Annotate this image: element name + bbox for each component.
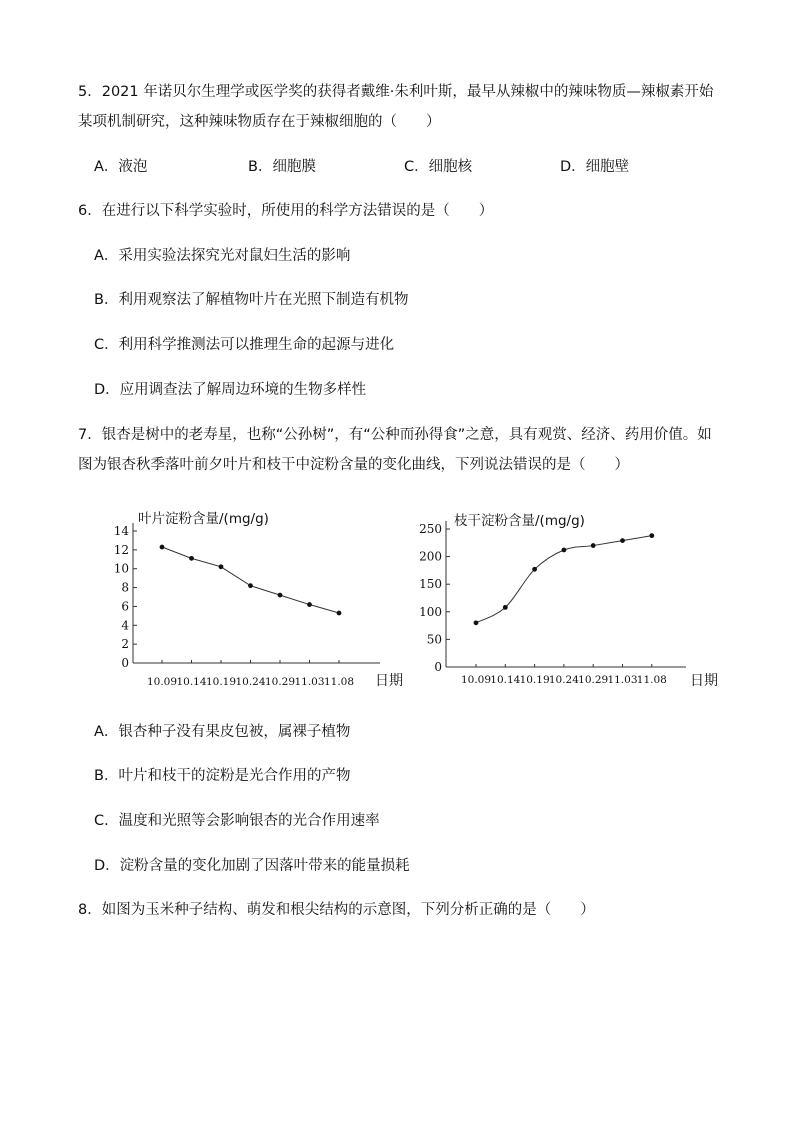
- branch-x-tick-label: 10.14: [490, 674, 521, 686]
- branch-data-point: [532, 567, 537, 572]
- leaf-y-tick-label: 12: [113, 542, 129, 557]
- leaf-x-tick-label: 10.19: [205, 676, 237, 688]
- q6-stem: 6．在进行以下科学实验时，所使用的科学方法错误的是（ ）: [78, 203, 494, 219]
- leaf-data-point: [337, 611, 342, 616]
- q7-option-a: A．银杏种子没有果皮包被，属裸子植物: [94, 724, 351, 740]
- q7-stem-line-2: 图为银杏秋季落叶前夕叶片和枝干中淀粉含量的变化曲线，下列说法错误的是（ ）: [78, 457, 629, 473]
- leaf-y-tick-label: 10: [113, 561, 129, 576]
- branch-x-tick-label: 11.03: [607, 674, 638, 686]
- branch-starch-chart: [418, 505, 738, 695]
- leaf-y-tick-label: 14: [113, 524, 129, 538]
- leaf-data-point: [278, 593, 283, 598]
- branch-data-point: [503, 605, 508, 610]
- leaf-y-tick-label: 4: [121, 618, 129, 633]
- branch-y-tick-label: 0: [434, 660, 442, 674]
- q7-option-c: C．温度和光照等会影响银杏的光合作用速率: [94, 813, 380, 829]
- q8-stem: 8．如图为玉米种子结构、萌发和根尖结构的示意图，下列分析正确的是（ ）: [78, 902, 595, 918]
- leaf-y-tick-label: 2: [121, 637, 129, 652]
- branch-x-tick-label: 10.29: [578, 674, 609, 686]
- q5-option-c: C．细胞核: [404, 159, 473, 175]
- q6-option-b: B．利用观察法了解植物叶片在光照下制造有机物: [94, 292, 409, 308]
- leaf-x-tick-label: 11.03: [294, 676, 325, 688]
- leaf-y-tick-label: 8: [121, 580, 129, 595]
- q7-stem-line-1: 7．银杏是树中的老寿星，也称“公孙树”，有“公种而孙得食”之意，具有观赏、经济、药用价值。如: [78, 427, 712, 443]
- leaf-series-line: [162, 547, 339, 613]
- branch-data-point: [620, 538, 625, 543]
- q5-option-d: D．细胞壁: [560, 159, 630, 175]
- branch-data-point: [649, 533, 654, 538]
- branch-x-tick-label: 10.19: [519, 674, 550, 686]
- branch-y-tick-label: 250: [419, 522, 442, 536]
- branch-chart-xlabel: 日期: [690, 673, 718, 689]
- leaf-y-tick-label: 6: [121, 599, 129, 614]
- leaf-data-point: [307, 602, 312, 607]
- q5-stem-line-2: 某项机制研究，这种辣味物质存在于辣椒细胞的（ ）: [78, 114, 441, 130]
- leaf-starch-chart: [110, 505, 420, 695]
- leaf-data-point: [248, 583, 253, 588]
- leaf-chart-title: 叶片淀粉含量/(mg/g): [138, 511, 269, 527]
- q6-option-a: A．采用实验法探究光对鼠妇生活的影响: [94, 248, 351, 264]
- branch-x-tick-label: 10.24: [548, 674, 579, 686]
- q6-option-c: C．利用科学推测法可以推理生命的起源与进化: [94, 337, 395, 353]
- leaf-chart-xlabel: 日期: [375, 673, 403, 689]
- branch-y-tick-label: 100: [419, 604, 442, 619]
- leaf-x-tick-label: 11.08: [323, 676, 355, 688]
- branch-x-tick-label: 10.09: [460, 674, 492, 686]
- q5-stem-line-1: 5．2021 年诺贝尔生理学或医学奖的获得者戴维·朱利叶斯，最早从辣椒中的辣味物质—辣椒素开始: [78, 84, 714, 100]
- branch-y-tick-label: 150: [419, 577, 442, 592]
- q5-option-a: A．液泡: [94, 159, 148, 175]
- branch-y-tick-label: 200: [419, 549, 442, 564]
- q5-option-b: B．细胞膜: [248, 159, 316, 175]
- branch-data-point: [591, 543, 596, 548]
- branch-chart-title: 枝干淀粉含量/(mg/g): [454, 513, 585, 529]
- leaf-data-point: [219, 564, 224, 569]
- leaf-data-point: [160, 545, 165, 550]
- branch-x-tick-label: 11.08: [636, 674, 667, 686]
- leaf-x-tick-label: 10.29: [264, 676, 296, 688]
- leaf-x-tick-label: 10.09: [146, 676, 178, 688]
- branch-y-tick-label: 50: [426, 632, 442, 647]
- leaf-x-tick-label: 10.24: [235, 676, 266, 688]
- branch-data-point: [474, 620, 479, 625]
- leaf-x-tick-label: 10.14: [176, 676, 207, 688]
- branch-data-point: [562, 548, 567, 553]
- leaf-data-point: [189, 556, 194, 561]
- q6-option-d: D．应用调查法了解周边环境的生物多样性: [94, 382, 367, 398]
- q7-option-b: B．叶片和枝干的淀粉是光合作用的产物: [94, 768, 351, 784]
- leaf-y-tick-label: 0: [121, 656, 129, 670]
- q7-option-d: D．淀粉含量的变化加剧了因落叶带来的能量损耗: [94, 858, 410, 874]
